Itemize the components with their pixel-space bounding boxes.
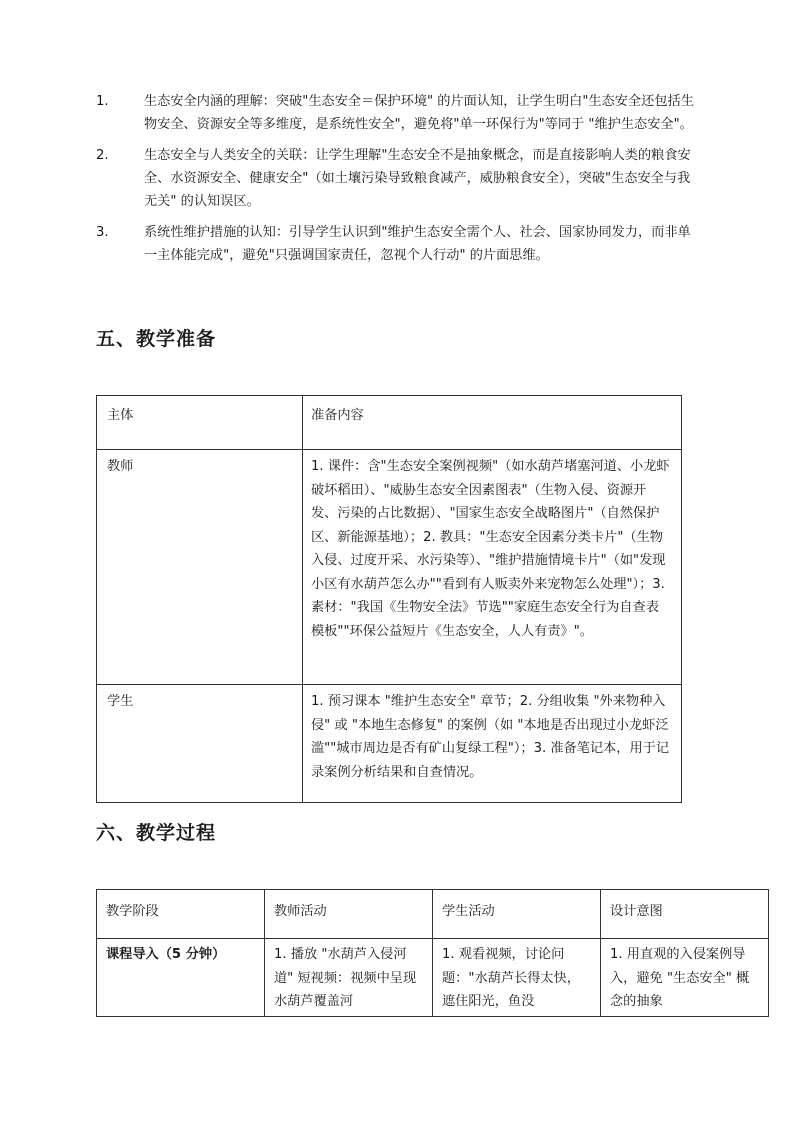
table-header-cell: 教师活动 (265, 890, 433, 939)
list-number: 1. (96, 94, 109, 109)
table-cell-subject: 教师 (97, 450, 303, 685)
list-text: 生态安全与人类安全的关联：让学生理解"生态安全不是抽象概念，而是直接影响人类的粮食安全、水资源安全、健康安全"（如土壤污染导致粮食减产，威胁粮食安全），突破"生态安全与我无关" 的认知误区。 (144, 148, 691, 209)
list-text: 系统性维护措施的认知：引导学生认识到"维护生态安全需个人、社会、国家协同发力，而非单一主体能完成"，避免"只强调国家责任，忽视个人行动" 的片面思维。 (144, 225, 691, 263)
table-row (97, 685, 682, 803)
table-header-cell: 学生活动 (433, 890, 601, 939)
table-cell-design-intent: 1. 用直观的入侵案例导入，避免 "生态安全" 概念的抽象 (601, 939, 769, 1017)
table-header-row (97, 396, 682, 450)
process-table (96, 889, 769, 1017)
table-row (97, 450, 682, 685)
table-cell-student-activity: 1. 观看视频，讨论问题："水葫芦长得太快，遮住阳光，鱼没 (433, 939, 601, 1017)
table-cell-stage: 课程导入（5 分钟） (97, 939, 265, 1017)
list-number: 2. (96, 148, 109, 163)
table-cell-content: 1. 课件：含"生态安全案例视频"（如水葫芦堵塞河道、小龙虾破坏稻田）、"威胁生态安全因素图表"（生物入侵、资源开发、污染的占比数据）、"国家生态安全战略图片"（自然保护区、新能源基地）；2. 教具："生态安全因素分类卡片"（生物入侵、过度开采、水污染等）、"维护措施情境卡片"（如"发现小区有水葫芦怎么办""看到有人贩卖外来宠物怎么处理"）；3. 素材："我国《生物安全法》节选""家庭生态安全行为自查表模板""环保公益短片《生态安全，人人有责》"。 (303, 450, 682, 685)
table-header-cell: 主体 (97, 396, 303, 450)
list-item (96, 90, 696, 136)
list-item (96, 221, 696, 267)
section-heading-preparation: 五、教学准备 (96, 328, 217, 350)
list-text: 生态安全内涵的理解：突破"生态安全＝保护环境" 的片面认知，让学生明白"生态安全还包括生物安全、资源安全等多维度，是系统性安全"，避免将"单一环保行为"等同于 "维护生态安全"。 (144, 94, 694, 132)
table-header-row (97, 890, 769, 939)
table-header-cell: 准备内容 (303, 396, 682, 450)
list-item (96, 144, 696, 213)
table-cell-subject: 学生 (97, 685, 303, 803)
table-cell-content: 1. 预习课本 "维护生态安全" 章节；2. 分组收集 "外来物种入侵" 或 "本地生态修复" 的案例（如 "本地是否出现过小龙虾泛滥""城市周边是否有矿山复绿工程"）；3. 准备笔记本，用于记录案例分析结果和自查情况。 (303, 685, 682, 803)
preparation-table (96, 395, 682, 803)
section-heading-process: 六、教学过程 (96, 822, 217, 844)
list-number: 3. (96, 225, 109, 240)
table-header-cell: 设计意图 (601, 890, 769, 939)
table-cell-teacher-activity: 1. 播放 "水葫芦入侵河道" 短视频：视频中呈现水葫芦覆盖河 (265, 939, 433, 1017)
learning-difficulties-list (96, 90, 696, 275)
table-header-cell: 教学阶段 (97, 890, 265, 939)
table-row (97, 939, 769, 1017)
